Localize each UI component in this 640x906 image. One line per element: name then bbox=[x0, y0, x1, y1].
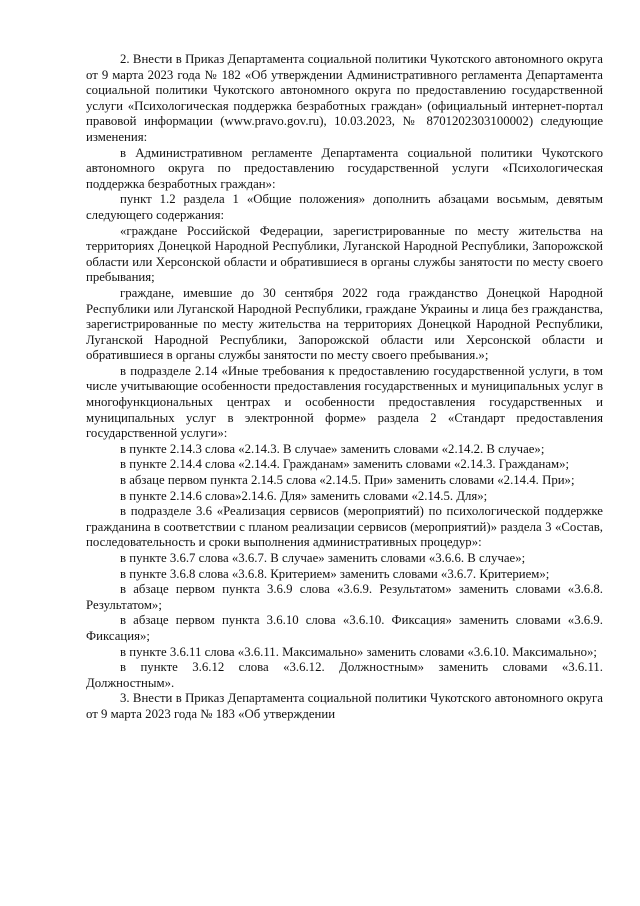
paragraph-clause-3-6-8: в пункте 3.6.8 слова «3.6.8. Критерием» заменить словами «3.6.7. Критерием»; bbox=[120, 566, 550, 581]
paragraph-clause-3-6-12: в пункте 3.6.12 слова «3.6.12. Должностным» заменить словами «3.6.11. Должностным». bbox=[86, 660, 603, 690]
paragraph-item-2: 2. Внести в Приказ Департамента социальной политики Чукотского автономного округа от 9 марта 2023 года № 182 «Об утверждении Административного регламента Департамента социальной политики Чукотского автономного округа по предоставлению государственной услуги «Психологическая поддержка безработных граждан» (официальный интернет-портал правовой информации (www.pravo.gov.ru), 10.03.2023, № 8701202303100002) следующие изменения: bbox=[86, 52, 603, 144]
paragraph-clause-3-6-9: в абзаце первом пункта 3.6.9 слова «3.6.9. Результатом» заменить словами «3.6.8. Результатом»; bbox=[86, 582, 603, 612]
paragraph-clause-2-14-5: в абзаце первом пункта 2.14.5 слова «2.14.5. При» заменить словами «2.14.4. При»; bbox=[120, 473, 575, 488]
paragraph-clause-3-6-7: в пункте 3.6.7 слова «3.6.7. В случае» заменить словами «3.6.6. В случае»; bbox=[120, 551, 526, 565]
paragraph-item-3: 3. Внести в Приказ Департамента социальной политики Чукотского автономного округа от 9 марта 2023 года № 183 «Об утверждении bbox=[86, 691, 603, 721]
paragraph-subsection-3-6: в подразделе 3.6 «Реализация сервисов (мероприятий) по психологической поддержке гражданина в соответствии с планом реализации сервисов (мероприятий)» раздела 3 «Состав, последовательность и сроки выполнения административных процедур»: bbox=[86, 504, 603, 550]
paragraph-clause-2-14-6: в пункте 2.14.6 слова»2.14.6. Для» заменить словами «2.14.5. Для»; bbox=[120, 488, 488, 503]
paragraph-quote-citizens-rf: «граждане Российской Федерации, зарегистрированные по месту жительства на территориях Донецкой Народной Республики, Луганской Народной Республики, Запорожской области или Херсонской области и обратившиеся в органы службы занятости по месту своего пребывания; bbox=[86, 223, 603, 285]
paragraph-clause-3-6-10: в абзаце первом пункта 3.6.10 слова «3.6.10. Фиксация» заменить словами «3.6.9. Фиксация»; bbox=[86, 613, 603, 643]
paragraph-regulation-intro: в Административном регламенте Департамента социальной политики Чукотского автономного округа по предоставлению государственной услуги «Психологическая поддержка безработных граждан»: bbox=[86, 145, 603, 191]
document-page bbox=[86, 52, 603, 723]
paragraph-clause-2-14-4: в пункте 2.14.4 слова «2.14.4. Гражданам» заменить словами «2.14.3. Гражданам»; bbox=[120, 457, 570, 472]
paragraph-clause-3-6-11: в пункте 3.6.11 слова «3.6.11. Максимально» заменить словами «3.6.10. Максимально»; bbox=[120, 644, 597, 659]
paragraph-clause-1-2: пункт 1.2 раздела 1 «Общие положения» дополнить абзацами восьмым, девятым следующего содержания: bbox=[86, 192, 603, 222]
paragraph-clause-2-14-3: в пункте 2.14.3 слова «2.14.3. В случае» заменить словами «2.14.2. В случае»; bbox=[120, 441, 545, 456]
paragraph-subsection-2-14: в подразделе 2.14 «Иные требования к предоставлению государственной услуги, в том числе учитывающие особенности предоставления государственных и муниципальных услуг в многофункциональных центрах и особенности предоставления государственных и муниципальных услуг в электронной форме» раздела 2 «Стандарт предоставления государственной услуги»: bbox=[86, 363, 603, 441]
paragraph-quote-citizens-former: граждане, имевшие до 30 сентября 2022 года гражданство Донецкой Народной Республики или Луганской Народной Республики, граждане Украины и лица без гражданства, зарегистрированные по месту жительства на территориях Донецкой Народной Республики, Луганской Народной Республики, Запорожской области или Херсонской области и обратившиеся в органы службы занятости по месту своего пребывания.»; bbox=[86, 285, 603, 363]
